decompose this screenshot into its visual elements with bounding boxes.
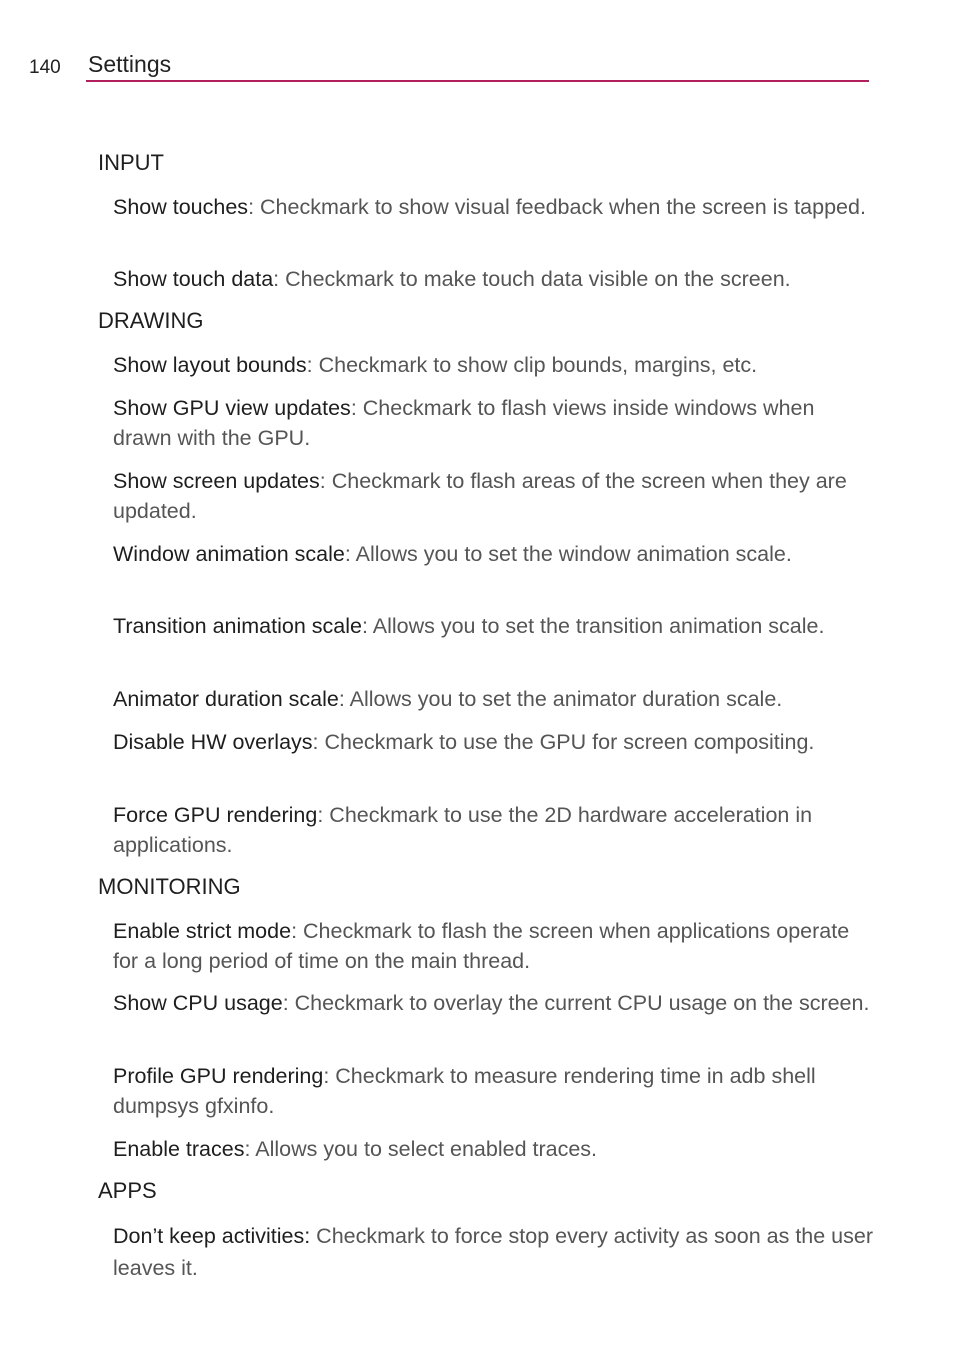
setting-term: Window animation scale bbox=[113, 542, 345, 566]
setting-term: Show GPU view updates bbox=[113, 396, 351, 420]
setting-description: : Allows you to set the animator duration scale. bbox=[338, 687, 783, 711]
setting-transition-animation-scale bbox=[113, 611, 873, 641]
header-divider bbox=[86, 80, 869, 82]
setting-term: Show CPU usage bbox=[113, 991, 283, 1015]
setting-show-cpu-usage bbox=[113, 988, 873, 1018]
setting-window-animation-scale bbox=[113, 539, 873, 569]
section-heading-drawing: DRAWING bbox=[98, 308, 204, 333]
setting-enable-strict-mode bbox=[113, 916, 873, 976]
setting-animator-duration-scale bbox=[113, 684, 873, 714]
setting-dont-keep-activities bbox=[113, 1220, 873, 1284]
setting-show-touch-data bbox=[113, 264, 873, 294]
setting-show-screen-updates bbox=[113, 466, 873, 526]
setting-term: Show layout bounds bbox=[113, 353, 307, 377]
setting-force-gpu-rendering bbox=[113, 800, 873, 860]
setting-description: : Checkmark to measure rendering time in adb shell dumpsys gfxinfo. bbox=[113, 1064, 816, 1118]
page-number: 140 bbox=[29, 57, 61, 78]
setting-description: : Checkmark to make touch data visible on the screen. bbox=[273, 267, 791, 291]
setting-show-layout-bounds bbox=[113, 350, 873, 380]
setting-term: Show touch data bbox=[113, 267, 274, 291]
setting-description: : Allows you to set the transition animation scale. bbox=[361, 614, 825, 638]
setting-description: : Checkmark to flash areas of the screen when they are updated. bbox=[113, 469, 847, 523]
setting-description: : Checkmark to show clip bounds, margins, etc. bbox=[306, 353, 758, 377]
setting-term: Enable strict mode bbox=[113, 919, 292, 943]
setting-show-touches bbox=[113, 192, 873, 222]
setting-description: : Allows you to select enabled traces. bbox=[244, 1137, 598, 1161]
setting-term: Disable HW overlays bbox=[113, 730, 313, 754]
setting-profile-gpu-rendering bbox=[113, 1061, 873, 1121]
setting-term: Profile GPU rendering bbox=[113, 1064, 324, 1088]
setting-description: : Checkmark to overlay the current CPU usage on the screen. bbox=[282, 991, 870, 1015]
setting-term: Show touches bbox=[113, 195, 249, 219]
setting-description: : Checkmark to show visual feedback when the screen is tapped. bbox=[248, 195, 866, 219]
setting-enable-traces bbox=[113, 1134, 873, 1164]
setting-description: : Checkmark to flash views inside windows when drawn with the GPU. bbox=[113, 396, 815, 450]
setting-term: Show screen updates bbox=[113, 469, 320, 493]
setting-term: Animator duration scale bbox=[113, 687, 339, 711]
setting-term: Enable traces bbox=[113, 1137, 245, 1161]
setting-description: Checkmark to force stop every activity as soon as the user leaves it. bbox=[113, 1224, 874, 1280]
setting-description: : Checkmark to flash the screen when applications operate for a long period of time on the main thread. bbox=[113, 919, 850, 973]
section-heading-apps: APPS bbox=[98, 1178, 157, 1203]
setting-disable-hw-overlays bbox=[113, 727, 873, 757]
setting-description: : Checkmark to use the 2D hardware acceleration in applications. bbox=[113, 803, 813, 857]
section-heading-monitoring: MONITORING bbox=[98, 874, 241, 899]
section-heading-input: INPUT bbox=[98, 150, 164, 175]
setting-description: : Checkmark to use the GPU for screen compositing. bbox=[312, 730, 815, 754]
setting-term: Don’t keep activities: bbox=[113, 1224, 311, 1248]
setting-description: : Allows you to set the window animation scale. bbox=[344, 542, 792, 566]
setting-term: Transition animation scale bbox=[113, 614, 362, 638]
page-title: Settings bbox=[88, 51, 172, 77]
setting-show-gpu-view-updates bbox=[113, 393, 873, 453]
setting-term: Force GPU rendering bbox=[113, 803, 318, 827]
